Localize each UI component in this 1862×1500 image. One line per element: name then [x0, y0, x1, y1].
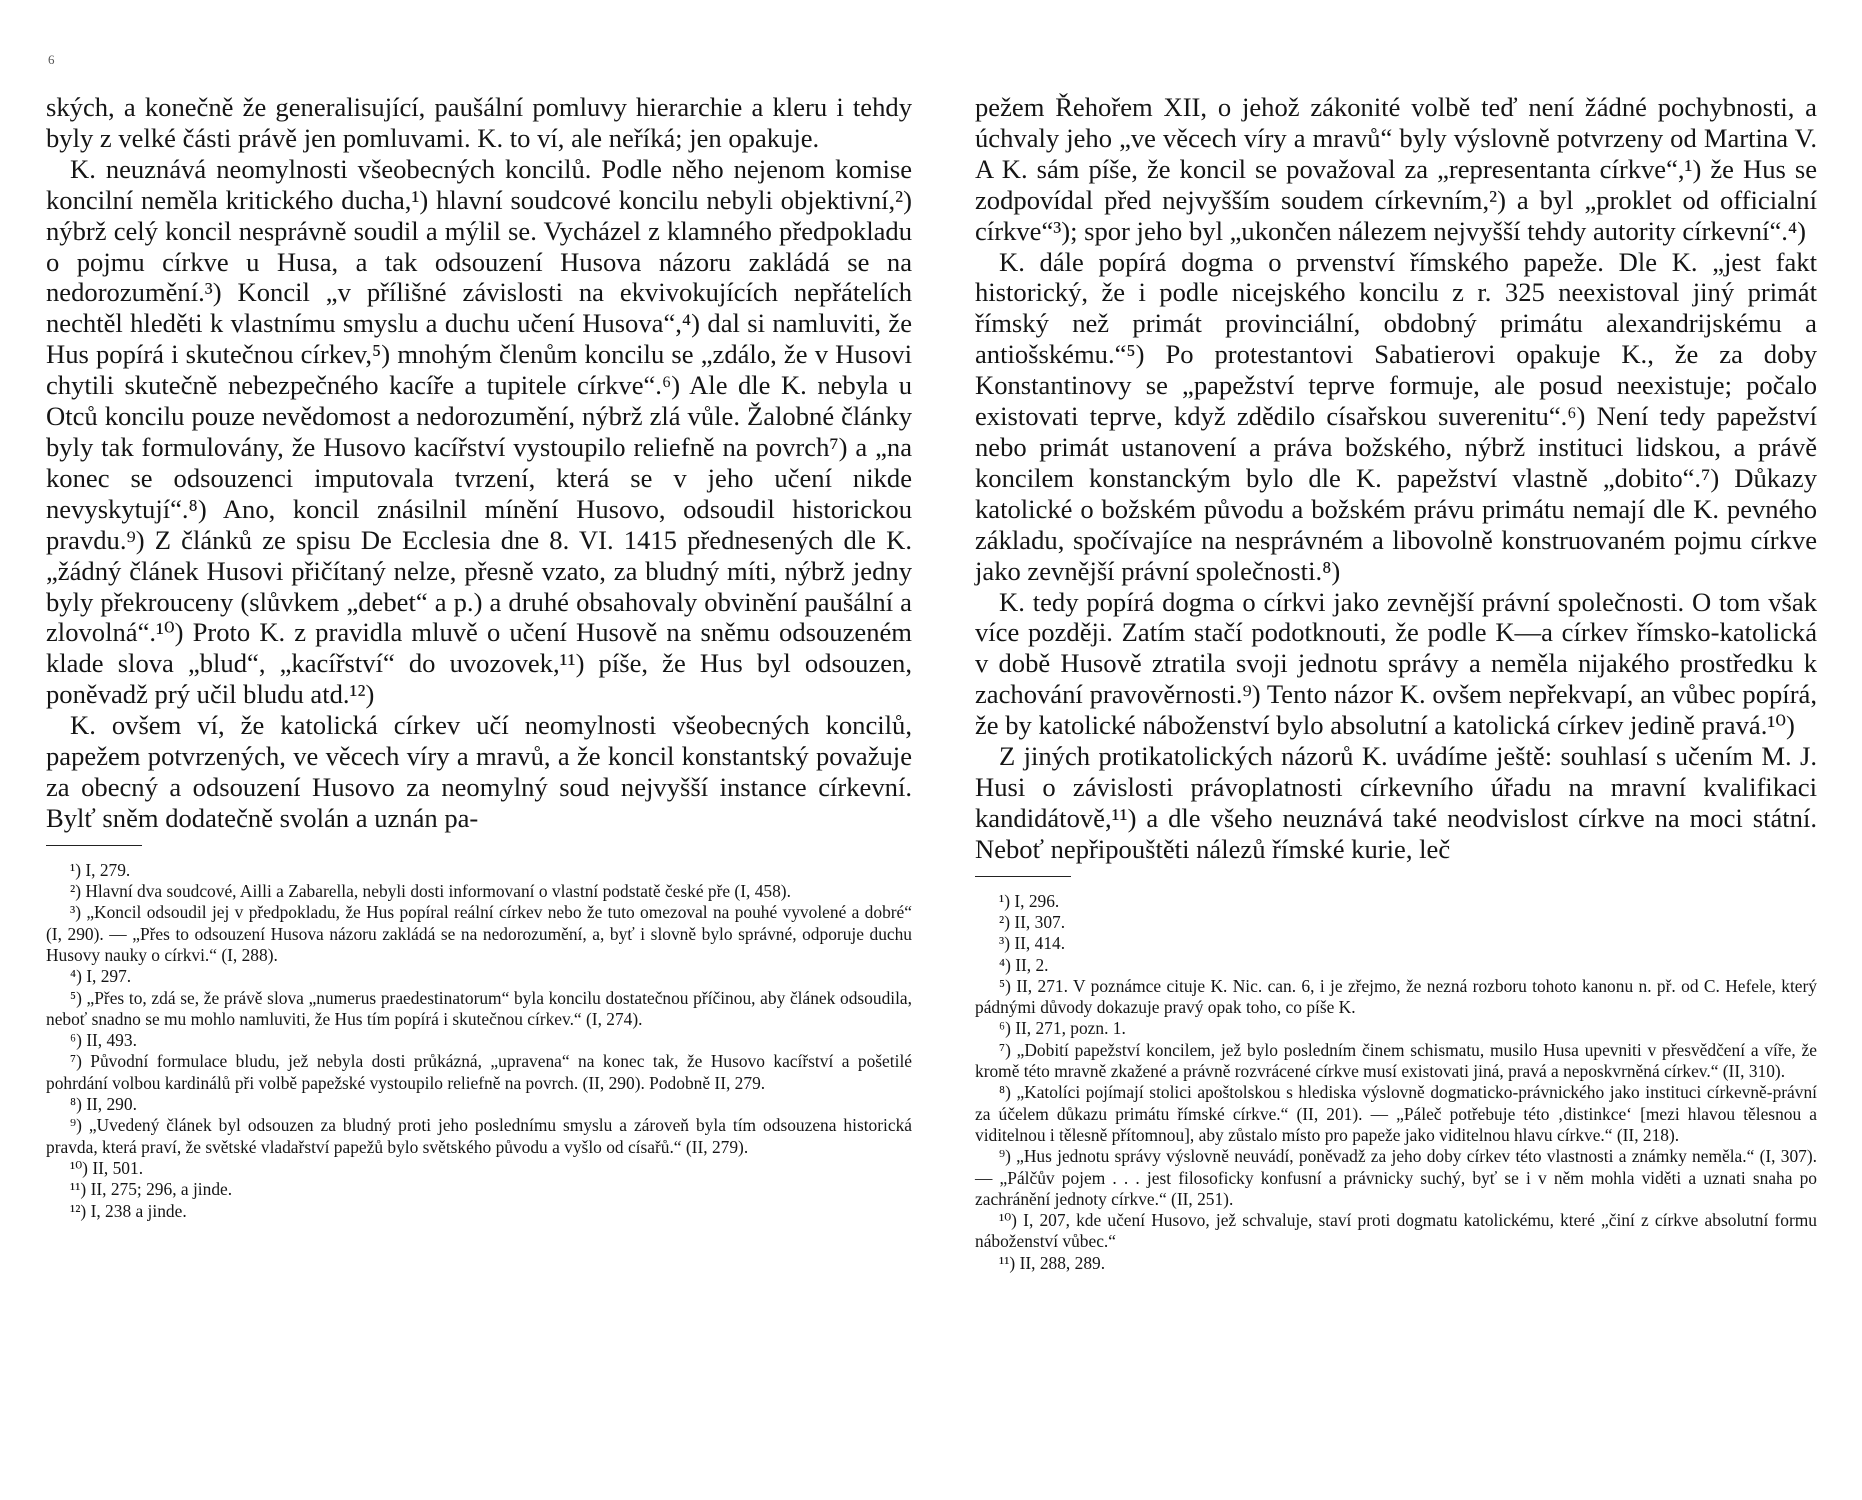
footnote: ³) „Koncil odsoudil jej v předpokladu, že Hus popíral reální církev nebo že tuto omezoval na pouhé vyvolené a dobré“ (I, 290). — „Přes to odsouzení Husova názoru zakládá se na nedorozumění, a, byť i slovně bylo správné, odporuje duchu Husovy nauky o církvi.“ (I, 288).	[46, 902, 912, 965]
footnote: ¹¹) II, 288, 289.	[999, 1252, 1106, 1273]
footnote: ³) II, 414.	[999, 933, 1066, 954]
paragraph: K. tedy popírá dogma o církvi jako zevnější právní společnosti. O tom však více později. Zatím stačí podotknouti, že podle K—a církev římsko-katolická v době Husově ztratila svoji jednotu správy a neměla nijakého prostředku k zachování pravověrnosti.⁹) Tento názor K. ovšem nepřekvapí, an vůbec popírá, že by katolické náboženství bylo absolutní a katolická církev jedině pravá.¹⁰)	[975, 586, 1817, 741]
footnote: ¹) I, 279.	[70, 859, 131, 880]
footnote: ¹⁰) I, 207, kde učení Husovo, jež schvaluje, staví proti dogmatu katolickému, které „činí z církve absolutní formu náboženství vůbec.“	[975, 1210, 1817, 1252]
right-footnotes	[975, 891, 1817, 1274]
footnote: ¹⁰) II, 501.	[70, 1157, 144, 1178]
footnote: ⁶) II, 493.	[70, 1030, 137, 1051]
left-footnotes	[46, 860, 912, 1222]
footnote: ⁷) „Dobití papežství koncilem, jež bylo posledním činem schismatu, musilo Husa upevniti v přesvědčení a víře, že kromě této mravně zkažené a právně rozvrácené církve musí existovati jiná, pravá a neposkvrněná církev.“ (II, 310).	[975, 1039, 1817, 1082]
footnote: ⁵) II, 271. V poznámce cituje K. Nic. can. 6, i je zřejmo, že nezná rozboru tohoto kanonu n. př. od C. Hefele, který pádnými důvody dokazuje pravý opak toho, co píše K.	[975, 975, 1817, 1018]
footnote: ⁴) I, 297.	[70, 966, 132, 987]
footnote: ⁹) „Uvedený článek byl odsouzen za bludný proti jeho poslednímu smyslu a zároveň byla tím odsouzena historická pravda, která praví, že světské vladařství papežů bylo světského původu a vyšlo od císařů.“ (II, 279).	[46, 1115, 912, 1157]
footnote: ⁶) II, 271, pozn. 1.	[999, 1018, 1126, 1039]
footnote: ¹²) I, 238 a jinde.	[70, 1200, 187, 1221]
paragraph: pežem Řehořem XII, o jehož zákonité volbě teď není žádné pochybnosti, a úchvaly jeho „ve věcech víry a mravů“ byly výslovně potvrzeny od Martina V. A K. sám píše, že koncil se považoval za „representanta církve“,¹) že Hus se zodpovídal před nejvyšším soudem církevním,²) a byl „proklet od officialní církve“³); spor jeho byl „ukončen nálezem nejvyšší tehdy autority církevní“.⁴)	[975, 92, 1817, 246]
paragraph: K. ovšem ví, že katolická církev učí neomylnosti všeobecných koncilů, papežem potvrzených, ve věcech víry a mravů, a že koncil konstantský považuje za obecný a odsouzení Husovo za neomylný soud nejvyšší instance církevní. Bylť sněm dodatečně svolán a uznán pa-	[46, 710, 912, 833]
footnote: ²) Hlavní dva soudcové, Ailli a Zabarella, nebyli dosti informovaní o vlastní podstatě české pře (I, 458).	[70, 881, 791, 902]
page-number: 6	[48, 52, 55, 67]
right-body-text	[975, 92, 1817, 865]
paragraph: Z jiných protikatolických názorů K. uvádíme ještě: souhlasí s učením M. J. Husi o závislosti právoplatnosti církevního úřadu na mravní kvalifikaci kandidátově,¹¹) a dle všeho neuznává také neodvislost církve na moci státní. Neboť nepřipouštěti nálezů římské kurie, leč	[975, 741, 1817, 864]
footnote: ²) II, 307.	[999, 911, 1066, 932]
footnote: ⁵) „Přes to, zdá se, že právě slova „numerus praedestinatorum“ byla koncilu dostatečnou příčinou, aby článek odsoudila, neboť snadno se mu mohlo namluviti, že Hus tím popírá i skutečnou církev.“ (I, 274).	[46, 987, 912, 1029]
footnote-divider	[46, 845, 142, 846]
paragraph: ských, a konečně že generalisující, paušální pomluvy hierarchie a kleru i tehdy byly z velké části právě jen pomluvami. K. to ví, ale neříká; jen opakuje.	[46, 92, 912, 153]
paragraph: K. dále popírá dogma o prvenství římského papeže. Dle K. „jest fakt historický, že i podle nicejského koncilu z r. 325 neexistoval jiný primát římský než primát provinciální, obdobný primátu alexandrijskému a antiošskému.“⁵) Po protestantovi Sabatierovi opakuje K., že za doby Konstantinovy se „papežství teprve formuje, ale posud neexistuje; počalo existovati teprve, když zdědilo císařskou suverenitu“.⁶) Není tedy papežství nebo primát ustanovení a práva božského, nýbrž instituci lidskou, a právě koncilem konstanckým bylo dle K. papežství vlastně „dobito“.⁷) Důkazy katolické o božském původu a božském právu primátu nemají dle K. pevného základu, spočívajíce na nesprávném a libovolně konstruovaném pojmu církve jako zevnější právní společnosti.⁸)	[975, 246, 1817, 586]
footnote: ⁴) II, 2.	[999, 954, 1049, 975]
left-column	[46, 92, 912, 1222]
footnote: ¹) I, 296.	[999, 890, 1060, 911]
right-column	[975, 92, 1817, 1274]
paragraph: K. neuznává neomylnosti všeobecných koncilů. Podle něho nejenom komise koncilní neměla kritického ducha,¹) hlavní soudcové koncilu nebyli objektivní,²) nýbrž celý koncil nesprávně soudil a mýlil se. Vycházel z klamného předpokladu o pojmu církve u Husa, a tak odsouzení Husova názoru zakládá se na nedorozumění.³) Koncil „v přílišné závislosti na ekvivokujících nepřátelích nechtěl hleděti k vlastnímu smyslu a duchu učení Husova“,⁴) dal si namluviti, že Hus popírá i skutečnou církev,⁵) mnohým členům koncilu se „zdálo, že v Husovi chytili skutečně nebezpečného kacíře a tupitele církve“.⁶) Ale dle K. nebyla u Otců koncilu pouze nevědomost a nedorozumění, nýbrž zlá vůle. Žalobné články byly tak formulovány, že Husovo kacířství vystoupilo reliefně na povrch⁷) a „na konec se odsouzenci imputovala tvrzení, která se v jeho učení nikde nevyskytují“.⁸) Ano, koncil znásilnil mínění Husovo, odsoudil historickou pravdu.⁹) Z článků ze spisu De Ecclesia dne 8. VI. 1415 přednesených dle K. „žádný článek Husovi přičítaný nelze, přesně vzato, za bludný míti, nýbrž jedny byly překrouceny (slůvkem „debet“ a p.) a druhé obsahovaly obvinění paušální a zlovolná“.¹⁰) Proto K. z pravidla mluvě o učení Husově na sněmu odsouzeném klade slova „blud“, „kacířství“ do uvozovek,¹¹) píše, že Hus byl odsouzen, poněvadž prý učil bludu atd.¹²)	[46, 153, 912, 710]
footnote-divider	[975, 876, 1071, 877]
footnote: ⁸) II, 290.	[70, 1094, 137, 1115]
footnote: ⁷) Původní formulace bludu, jež nebyla dosti průkázná, „upravena“ na konec tak, že Husovo kacířství a pošetilé pohrdání volbou kardinálů při volbě papežské vystoupilo reliefně na povrch. (II, 290). Podobně II, 279.	[46, 1051, 912, 1093]
footnote: ⁹) „Hus jednotu správy výslovně neuvádí, poněvadž za jeho doby církev této vlastnosti a známky neměla.“ (I, 307). — „Pálčův pojem . . . jest filosoficky konfusní a právnicky suchý, byť se i v něm mohla viděti a uznati snaha po zachránění jednoty církve.“ (II, 251).	[975, 1146, 1817, 1209]
footnote: ¹¹) II, 275; 296, a jinde.	[70, 1179, 233, 1200]
left-body-text	[46, 92, 912, 834]
footnote: ⁸) „Katolíci pojímají stolici apoštolskou s hlediska výslovně dogmaticko-právnického jako instituci církevně-právní za účelem důkazu primátu římské církve.“ (II, 201). — „Páleč potřebuje této ‚distinkce‘ [mezi hlavou tělesnou a viditelnou i tělesně přítomnou], aby zůstalo místo pro papeže jako viditelnou hlavu církve.“ (II, 218).	[975, 1082, 1817, 1145]
